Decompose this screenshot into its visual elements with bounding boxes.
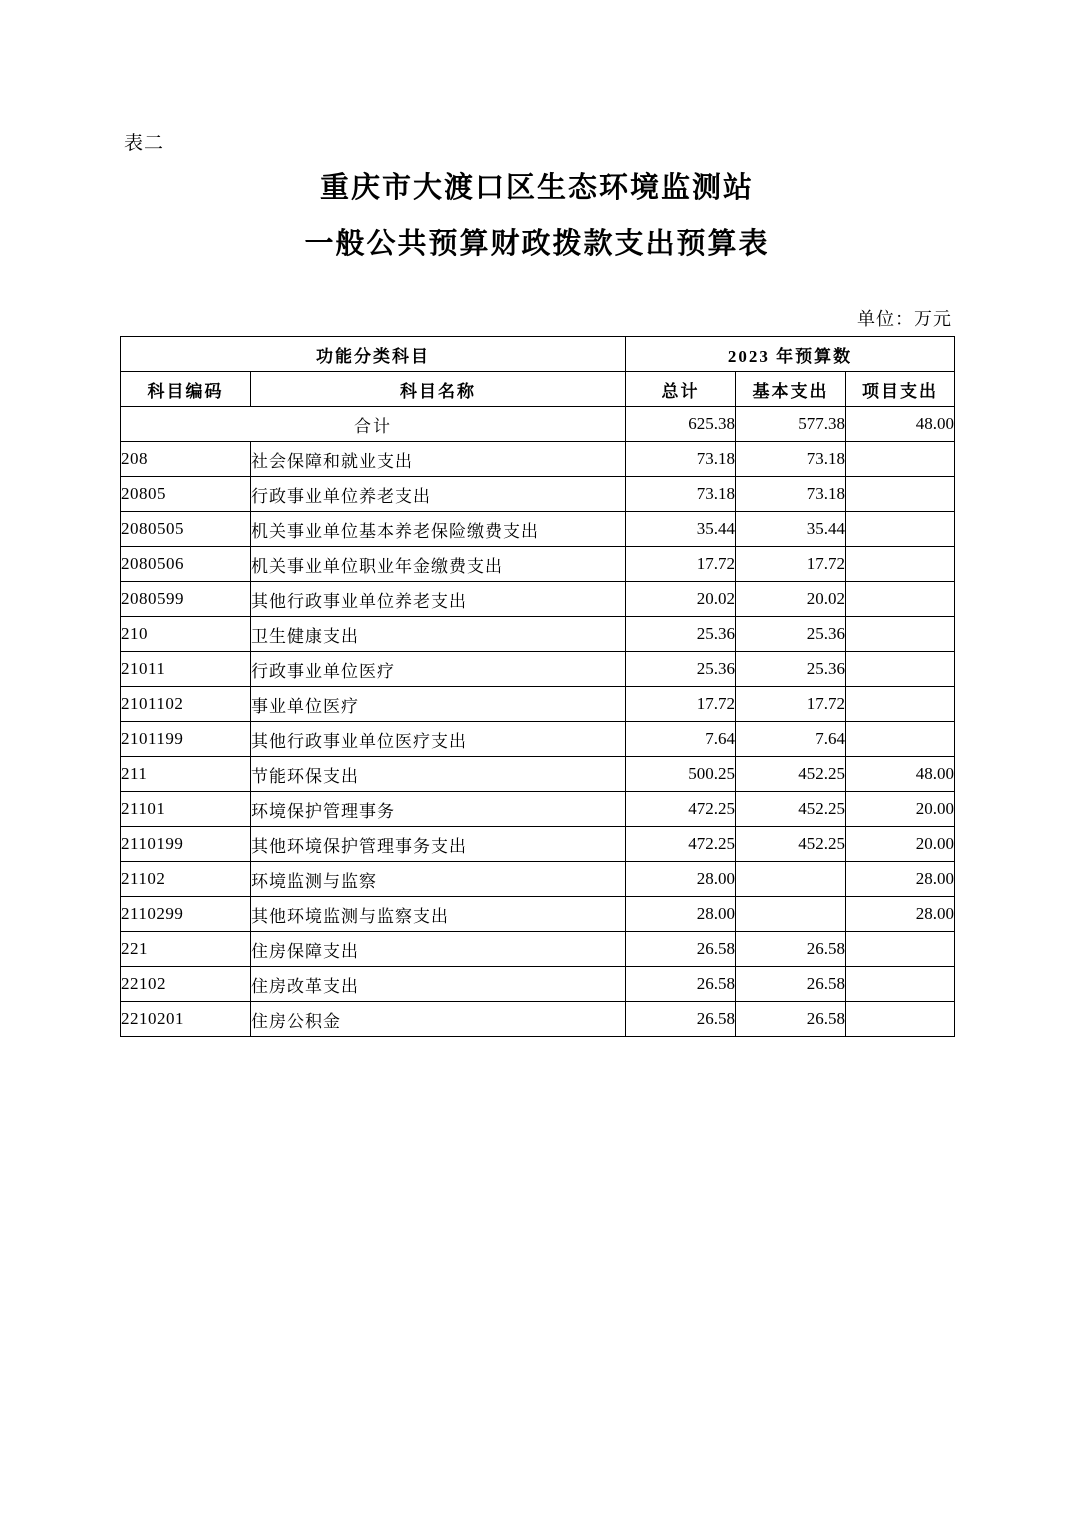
table-row	[121, 862, 955, 897]
cell-project-expenditure	[846, 547, 955, 582]
column-header-code: 科目编码	[121, 372, 251, 407]
header-budget-year: 2023 年预算数	[626, 337, 955, 372]
cell-basic-expenditure: 7.64	[736, 722, 846, 757]
title-line-1: 重庆市大渡口区生态环境监测站	[319, 172, 754, 204]
cell-subject-code: 21101	[121, 792, 251, 827]
cell-subject-name: 其他环境保护管理事务支出	[251, 827, 626, 862]
cell-project-expenditure	[846, 512, 955, 547]
cell-subject-code: 2110299	[121, 897, 251, 932]
cell-basic-expenditure: 20.02	[736, 582, 846, 617]
column-header-project: 项目支出	[846, 372, 955, 407]
cell-project-expenditure	[846, 722, 955, 757]
cell-project-expenditure	[846, 582, 955, 617]
cell-subject-name: 社会保障和就业支出	[251, 442, 626, 477]
table-header-row	[121, 372, 955, 407]
budget-table	[120, 336, 955, 1037]
sheet-label: 表二	[124, 133, 165, 154]
table-row	[121, 897, 955, 932]
cell-subject-code: 20805	[121, 477, 251, 512]
cell-subject-code: 2110199	[121, 827, 251, 862]
cell-total-basic: 577.38	[736, 407, 846, 442]
cell-subject-name: 其他环境监测与监察支出	[251, 897, 626, 932]
table-row	[121, 722, 955, 757]
cell-subject-code: 211	[121, 757, 251, 792]
cell-subject-name: 环境监测与监察	[251, 862, 626, 897]
cell-project-expenditure	[846, 1002, 955, 1037]
cell-total: 7.64	[626, 722, 736, 757]
cell-basic-expenditure: 25.36	[736, 652, 846, 687]
cell-total: 472.25	[626, 792, 736, 827]
column-header-total: 总计	[626, 372, 736, 407]
cell-total: 28.00	[626, 897, 736, 932]
cell-project-expenditure: 20.00	[846, 792, 955, 827]
cell-basic-expenditure	[736, 897, 846, 932]
cell-subject-code: 210	[121, 617, 251, 652]
cell-basic-expenditure: 26.58	[736, 1002, 846, 1037]
table-row	[121, 477, 955, 512]
cell-total: 35.44	[626, 512, 736, 547]
cell-subject-code: 21102	[121, 862, 251, 897]
table-row	[121, 687, 955, 722]
cell-subject-name: 行政事业单位养老支出	[251, 477, 626, 512]
cell-subject-code: 2210201	[121, 1002, 251, 1037]
table-row	[121, 617, 955, 652]
cell-project-expenditure	[846, 652, 955, 687]
cell-project-expenditure	[846, 477, 955, 512]
cell-total: 73.18	[626, 477, 736, 512]
cell-total: 25.36	[626, 617, 736, 652]
cell-total-label: 合计	[121, 407, 626, 442]
cell-total: 500.25	[626, 757, 736, 792]
cell-subject-name: 其他行政事业单位医疗支出	[251, 722, 626, 757]
cell-total-project: 48.00	[846, 407, 955, 442]
cell-project-expenditure: 28.00	[846, 862, 955, 897]
cell-project-expenditure: 28.00	[846, 897, 955, 932]
table-row	[121, 547, 955, 582]
cell-subject-code: 2101102	[121, 687, 251, 722]
cell-basic-expenditure: 26.58	[736, 932, 846, 967]
cell-project-expenditure: 48.00	[846, 757, 955, 792]
document-title	[0, 160, 1074, 272]
table-row	[121, 582, 955, 617]
table-row	[121, 1002, 955, 1037]
column-header-basic: 基本支出	[736, 372, 846, 407]
cell-project-expenditure	[846, 687, 955, 722]
cell-subject-name: 事业单位医疗	[251, 687, 626, 722]
table-row	[121, 757, 955, 792]
cell-total: 472.25	[626, 827, 736, 862]
cell-subject-name: 住房保障支出	[251, 932, 626, 967]
cell-subject-name: 环境保护管理事务	[251, 792, 626, 827]
header-functional-classification: 功能分类科目	[121, 337, 626, 372]
cell-total: 26.58	[626, 1002, 736, 1037]
table-row	[121, 967, 955, 1002]
cell-subject-code: 22102	[121, 967, 251, 1002]
cell-subject-name: 住房公积金	[251, 1002, 626, 1037]
title-line-2: 一般公共预算财政拨款支出预算表	[304, 228, 770, 260]
table-row	[121, 652, 955, 687]
table-row	[121, 512, 955, 547]
table-row	[121, 932, 955, 967]
cell-subject-name: 机关事业单位职业年金缴费支出	[251, 547, 626, 582]
cell-basic-expenditure: 25.36	[736, 617, 846, 652]
cell-basic-expenditure: 73.18	[736, 477, 846, 512]
cell-total: 26.58	[626, 967, 736, 1002]
cell-project-expenditure	[846, 967, 955, 1002]
unit-note: 单位：万元	[857, 309, 952, 329]
cell-basic-expenditure: 452.25	[736, 827, 846, 862]
cell-subject-name: 其他行政事业单位养老支出	[251, 582, 626, 617]
cell-basic-expenditure: 17.72	[736, 687, 846, 722]
cell-basic-expenditure: 452.25	[736, 757, 846, 792]
table-row	[121, 442, 955, 477]
table-row	[121, 827, 955, 862]
cell-subject-code: 2080505	[121, 512, 251, 547]
cell-subject-code: 21011	[121, 652, 251, 687]
cell-subject-code: 2080599	[121, 582, 251, 617]
cell-basic-expenditure: 26.58	[736, 967, 846, 1002]
cell-total: 17.72	[626, 547, 736, 582]
cell-total: 25.36	[626, 652, 736, 687]
cell-subject-name: 行政事业单位医疗	[251, 652, 626, 687]
cell-total: 73.18	[626, 442, 736, 477]
cell-project-expenditure	[846, 932, 955, 967]
cell-project-expenditure	[846, 442, 955, 477]
cell-basic-expenditure: 452.25	[736, 792, 846, 827]
table-row-total	[121, 407, 955, 442]
table-body	[121, 407, 955, 1037]
cell-basic-expenditure	[736, 862, 846, 897]
cell-total: 17.72	[626, 687, 736, 722]
cell-basic-expenditure: 17.72	[736, 547, 846, 582]
cell-subject-code: 208	[121, 442, 251, 477]
table-row	[121, 792, 955, 827]
cell-total: 26.58	[626, 932, 736, 967]
cell-subject-code: 221	[121, 932, 251, 967]
cell-project-expenditure	[846, 617, 955, 652]
cell-subject-name: 住房改革支出	[251, 967, 626, 1002]
column-header-name: 科目名称	[251, 372, 626, 407]
cell-total: 20.02	[626, 582, 736, 617]
cell-subject-code: 2101199	[121, 722, 251, 757]
table-header-group-row	[121, 337, 955, 372]
cell-basic-expenditure: 73.18	[736, 442, 846, 477]
cell-total: 28.00	[626, 862, 736, 897]
cell-subject-name: 机关事业单位基本养老保险缴费支出	[251, 512, 626, 547]
cell-total-total: 625.38	[626, 407, 736, 442]
cell-basic-expenditure: 35.44	[736, 512, 846, 547]
cell-subject-code: 2080506	[121, 547, 251, 582]
cell-project-expenditure: 20.00	[846, 827, 955, 862]
cell-subject-name: 卫生健康支出	[251, 617, 626, 652]
cell-subject-name: 节能环保支出	[251, 757, 626, 792]
